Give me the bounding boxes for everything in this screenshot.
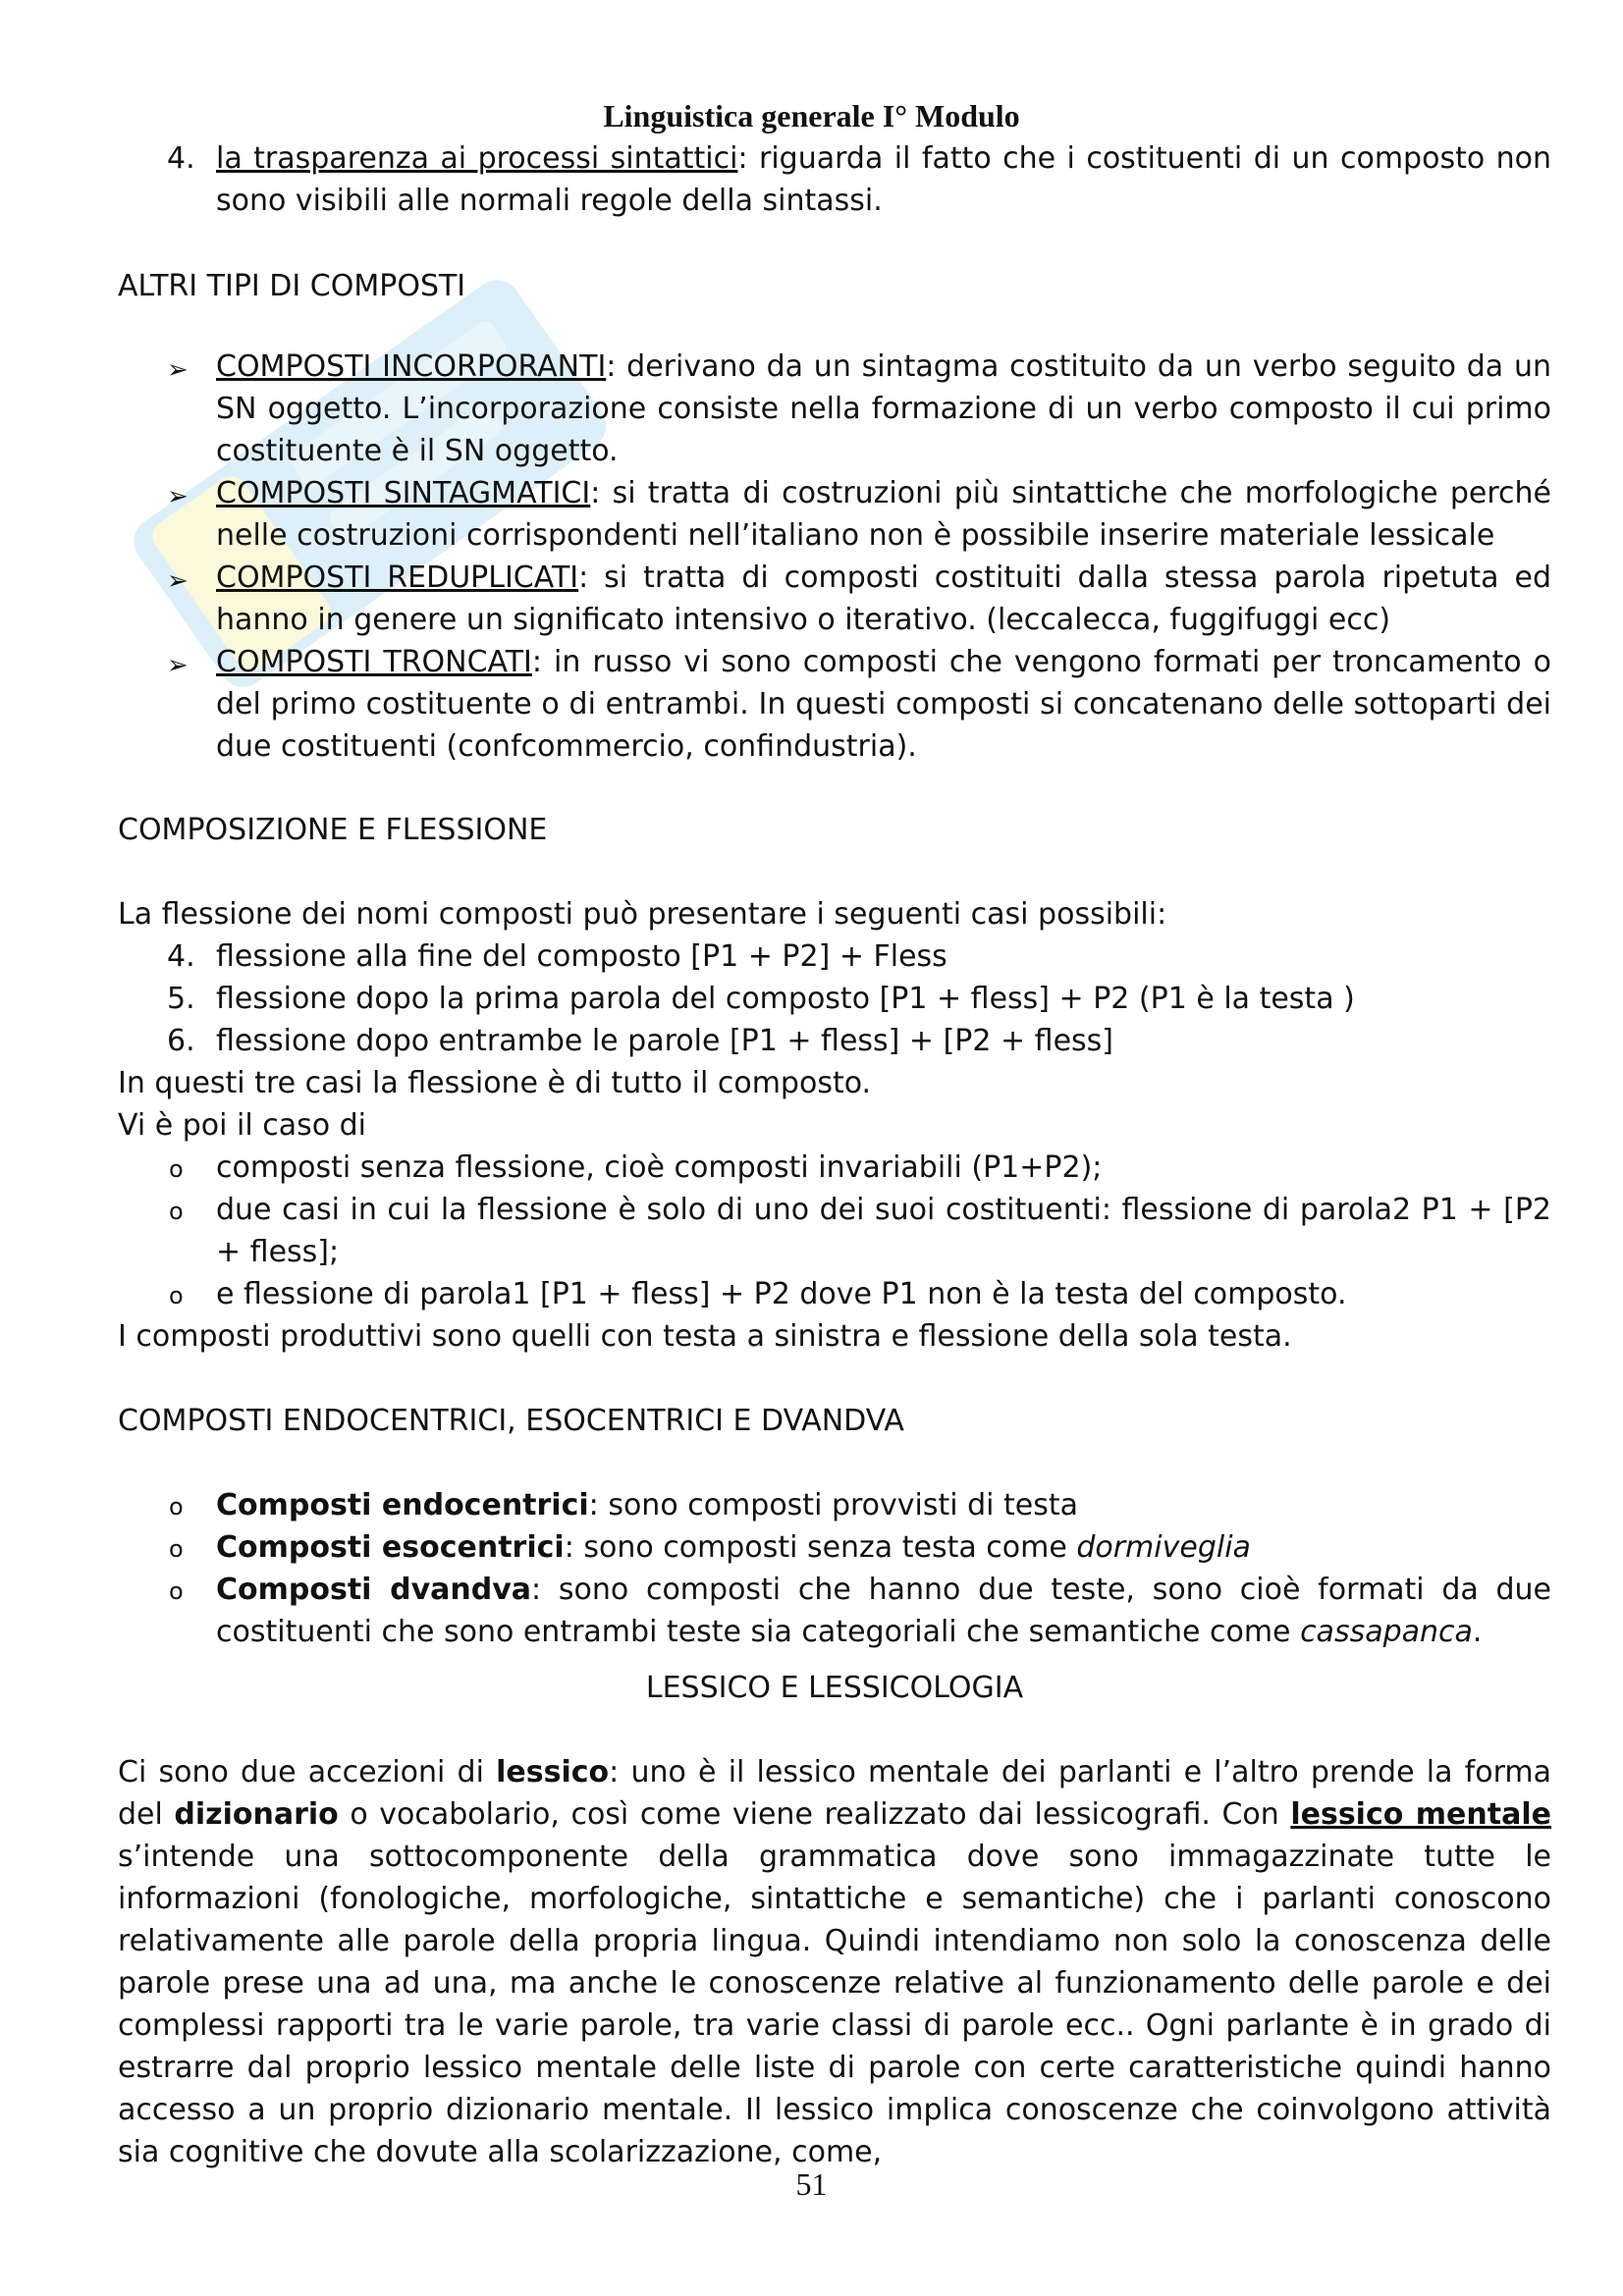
item-text: : sono composti che hanno due teste, sono cioè formati da due costituenti che sono entrambi teste sia categoriali che semantiche come: [216, 1573, 1552, 1649]
circle-bullet-icon: o: [169, 1535, 184, 1563]
page-number: 51: [795, 2166, 828, 2202]
list-item: [118, 346, 1551, 472]
item-text: flessione alla fine del composto [P1 + P2] + Fless: [216, 939, 947, 974]
list-number: 6.: [167, 1024, 195, 1058]
item-text: : sono composti senza testa come: [564, 1530, 1077, 1565]
arrow-bullet-icon: ➢: [167, 651, 189, 680]
circle-bullet-icon: o: [169, 1577, 184, 1605]
list-item: [118, 1484, 1551, 1526]
list-item: [118, 1569, 1551, 1653]
list-item: [118, 1147, 1551, 1189]
list-item: [118, 935, 1551, 978]
term: COMPOSTI INCORPORANTI: [216, 349, 607, 384]
item-text: : riguarda il fatto che i costituenti di un composto non sono visibili alle normali regole della sintassi.: [216, 141, 1552, 218]
text-run: Ci sono due accezioni di: [118, 1755, 497, 1789]
term: COMPOSTI SINTAGMATICI: [216, 476, 591, 510]
example: cassapanca: [1300, 1615, 1473, 1649]
section-heading: ALTRI TIPI DI COMPOSTI: [118, 269, 466, 303]
bold-underlined-term: lessico mentale: [1290, 1797, 1551, 1832]
list-item: [118, 1526, 1551, 1569]
list-item: [118, 1020, 1551, 1062]
item-text: e flessione di parola1 [P1 + fless] + P2 dove P1 non è la testa del composto.: [216, 1277, 1347, 1311]
item-text: due casi in cui la flessione è solo di uno dei suoi costituenti: flessione di parola2 P1 + [P2 + fless];: [216, 1193, 1551, 1269]
text-run: o vocabolario, così come viene realizzato dai lessicografi. Con: [338, 1797, 1291, 1832]
arrow-bullet-icon: ➢: [167, 566, 189, 596]
section-heading: COMPOSTI ENDOCENTRICI, ESOCENTRICI E DVANDVA: [118, 1404, 904, 1438]
list-item: [118, 472, 1551, 557]
list-item: [118, 978, 1551, 1020]
circle-bullet-icon: o: [169, 1493, 184, 1521]
paragraph: Vi è poi il caso di: [118, 1108, 366, 1143]
item-text: flessione dopo la prima parola del composto [P1 + fless] + P2 (P1 è la testa ): [216, 982, 1355, 1016]
list-item: [118, 137, 1551, 222]
item-text: : si tratta di costruzioni più sintattiche che morfologiche perché nelle costruzioni corrispondenti nell’italiano non è possibile inserire materiale lessicale: [216, 476, 1551, 553]
term: Composti dvandva: [216, 1573, 532, 1607]
example: dormiveglia: [1076, 1530, 1251, 1565]
list-number: 4.: [167, 939, 195, 974]
arrow-bullet-icon: ➢: [167, 355, 189, 385]
item-text: flessione dopo entrambe le parole [P1 + fless] + [P2 + fless]: [216, 1024, 1113, 1058]
term: la trasparenza ai processi sintattici: [216, 141, 738, 176]
item-text: composti senza flessione, cioè composti invariabili (P1+P2);: [216, 1150, 1103, 1185]
paragraph: In questi tre casi la flessione è di tutto il composto.: [118, 1066, 872, 1100]
item-text: : in russo vi sono composti che vengono formati per troncamento o del primo costituente o di entrambi. In questi composti si concatenano delle sottoparti dei due costituenti (confcommercio, confindustria).: [216, 645, 1551, 764]
circle-bullet-icon: o: [169, 1198, 184, 1225]
page-header: Linguistica generale I° Modulo: [603, 98, 1020, 133]
list-number: 4.: [167, 141, 195, 176]
bold-term: dizionario: [174, 1797, 339, 1832]
list-item: [118, 1273, 1551, 1315]
item-text: : sono composti provvisti di testa: [588, 1488, 1079, 1522]
list-item: [118, 557, 1551, 641]
item-text: : derivano da un sintagma costituito da un verbo seguito da un SN oggetto. L’incorporazione consiste nella formazione di un verbo composto il cui primo costituente è il SN oggetto.: [216, 349, 1551, 468]
term: Composti esocentrici: [216, 1530, 565, 1565]
list-item: [118, 641, 1551, 768]
paragraph: I composti produttivi sono quelli con testa a sinistra e flessione della sola testa.: [118, 1319, 1292, 1354]
term: COMPOSTI REDUPLICATI: [216, 561, 579, 595]
circle-bullet-icon: o: [169, 1155, 184, 1183]
item-text: : si tratta di composti costituiti dalla stessa parola ripetuta ed hanno in genere un significato intensivo o iterativo. (leccalecca, fuggifuggi ecc): [216, 561, 1551, 637]
paragraph: La flessione dei nomi composti può presentare i seguenti casi possibili:: [118, 897, 1167, 932]
bold-term: lessico: [496, 1755, 610, 1789]
list-number: 5.: [167, 982, 195, 1016]
term: Composti endocentrici: [216, 1488, 589, 1522]
text-run: s’intende una sottocomponente della grammatica dove sono immagazzinate tutte le informazioni (fonologiche, morfologiche, sintattiche e semantiche) che i parlanti conoscono relativamente alle parole della propria lingua. Quindi intendiamo non solo la conoscenza delle parole prese una ad una, ma anche le conoscenze relative al funzionamento delle parole e dei complessi rapporti tra le varie parole, tra varie classi di parole ecc.. Ogni parlante è in grado di estrarre dal proprio lessico mentale delle liste di parole con certe caratteristiche quindi hanno accesso a un proprio dizionario mentale. Il lessico implica conoscenze che coinvolgono attività sia cognitive che dovute alla scolarizzazione, come,: [118, 1840, 1551, 2169]
term: COMPOSTI TRONCATI: [216, 645, 532, 679]
list-item: [118, 1189, 1551, 1273]
section-title: LESSICO E LESSICOLOGIA: [645, 1671, 1024, 1705]
circle-bullet-icon: o: [169, 1282, 184, 1309]
item-end: .: [1472, 1615, 1483, 1649]
arrow-bullet-icon: ➢: [167, 482, 189, 511]
paragraph: [118, 1751, 1551, 2173]
text-run: : uno è il lessico mentale dei parlanti e l’altro prende la forma del: [118, 1755, 1551, 1832]
section-heading: COMPOSIZIONE E FLESSIONE: [118, 813, 548, 847]
